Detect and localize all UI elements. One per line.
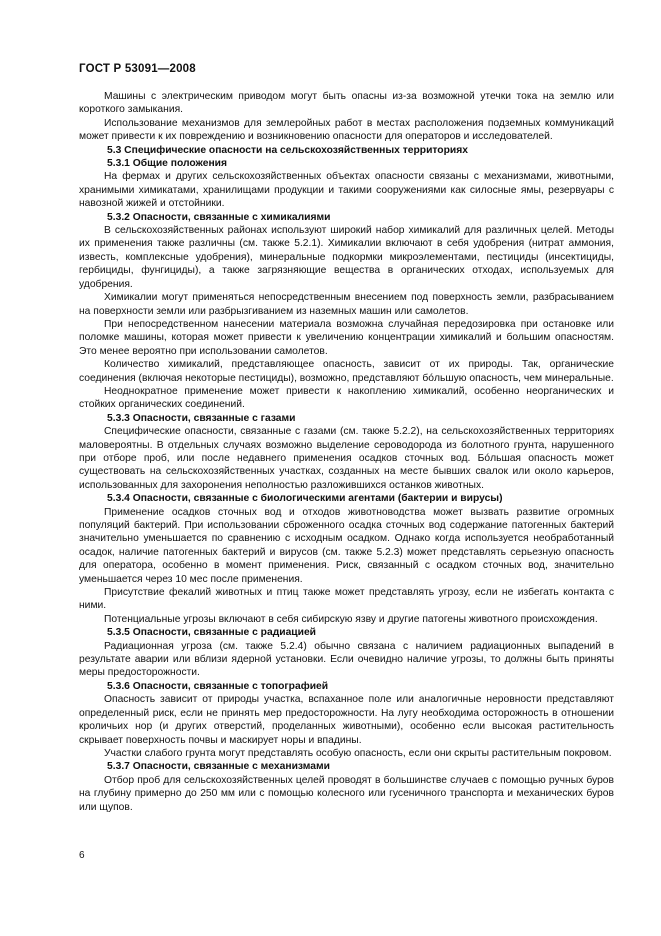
- paragraph: Химикалии могут применяться непосредственным внесением под поверхность земли, разбрасыванием на поверхности земли или разбрызгиванием из наземных машин или самолетов.: [79, 292, 614, 317]
- section-heading: 5.3.1 Общие положения: [107, 158, 227, 170]
- paragraph: Потенциальные угрозы включают в себя сибирскую язву и другие патогены животного происхождения.: [104, 613, 598, 625]
- section-heading: 5.3.2 Опасности, связанные с химикалиями: [107, 211, 331, 223]
- paragraph: В сельскохозяйственных районах используют широкий набор химикалий для различных целей. Методы их применения также различны (см. также 5.2.1). Химикалии включают в себя удобрения (нитрат аммония, известь, комплексные удобрения), минеральные подкормки микроэлементами, пестициды (инсектициды, гербициды, фунгициды), а также загрязняющие вещества в органических отходах, используемых для удобрения.: [79, 225, 614, 290]
- section-heading: 5.3.7 Опасности, связанные с механизмами: [107, 761, 330, 773]
- page-number: 6: [79, 850, 85, 861]
- paragraph: Применение осадков сточных вод и отходов животноводства может вызвать развитие огромных популяций бактерий. При использовании сброженного осадка сточных вод содержание патогенных бактерий значительно уменьшается по сравнению с исходным осадком. Однако когда используется необработанный осадок, наличие патогенных бактерий и вирусов (см. также 5.2.3) может представлять серьезную опасность для оператора, особенно в момент применения. Риск, связанный с осадком сточных вод, значительно уменьшается через 10 мес после применения.: [79, 506, 614, 585]
- section-heading: 5.3.3 Опасности, связанные с газами: [107, 412, 296, 424]
- section-heading: 5.3.4 Опасности, связанные с биологическими агентами (бактерии и вирусы): [107, 493, 503, 505]
- paragraph: При непосредственном нанесении материала возможна случайная передозировка при остановке или поломке машины, которая может привести к увеличению концентрации химикалий и большим опасностям. Это менее вероятно при использовании самолетов.: [79, 318, 614, 357]
- paragraph: Присутствие фекалий животных и птиц также может представлять угрозу, если не избегать контакта с ними.: [79, 587, 614, 612]
- paragraph: Опасность зависит от природы участка, вспаханное поле или аналогичные неровности представляют определенный риск, если не принять мер предосторожности. На лугу необходима осторожность в отношении кроличьих нор (и других отверстий, проделанных животными), особенно если высокая растительность скрывает поверхность почвы и маскирует норы и впадины.: [79, 694, 614, 746]
- section-heading: 5.3.6 Опасности, связанные с топографией: [107, 680, 329, 692]
- paragraph: Отбор проб для сельскохозяйственных целей проводят в большинстве случаев с помощью ручных буров на глубину примерно до 250 мм или с помощью колесного или гусеничного транспорта и механических буров или щупов.: [79, 774, 614, 813]
- document-body: [79, 90, 614, 814]
- paragraph: Использование механизмов для землеройных работ в местах расположения подземных коммуникаций может привести к их повреждению и возникновению опасности для операторов и исследователей.: [79, 117, 614, 143]
- paragraph: Неоднократное применение может привести к накоплению химикалий, особенно неорганических и стойких органических соединений.: [79, 385, 614, 411]
- paragraph: Машины с электрическим приводом могут быть опасны из-за возможной утечки тока на землю или короткого замыкания.: [79, 91, 614, 116]
- section-heading: 5.3.5 Опасности, связанные с радиацией: [107, 627, 317, 639]
- section-heading: 5.3 Специфические опасности на сельскохозяйственных территориях: [107, 144, 468, 156]
- paragraph: Участки слабого грунта могут представлять особую опасность, если они скрыты растительным покровом.: [104, 747, 612, 759]
- document-header: ГОСТ Р 53091—2008: [79, 63, 196, 75]
- paragraph: Количество химикалий, представляющее опасность, зависит от их природы. Так, органические соединения (включая некоторые пестициды), возможно, представляют бóльшую опасность, чем минеральные.: [79, 359, 614, 384]
- paragraph: На фермах и других сельскохозяйственных объектах опасности связаны с механизмами, животными, хранимыми химикатами, хранилищами продукции и такими сооружениями как силосные ямы, резервуары с навозной жижей и отстойники.: [79, 171, 614, 210]
- paragraph: Радиационная угроза (см. также 5.2.4) обычно связана с наличием радиационных выпадений в результате аварии или вблизи ядерной установки. Если очевидно наличие угрозы, то должны быть приняты меры предосторожности.: [79, 640, 614, 679]
- paragraph: Специфические опасности, связанные с газами (см. также 5.2.2), на сельскохозяйственных территориях маловероятны. В отдельных случаях возможно выделение сероводорода из болотного грунта, нарушенного при отборе проб, или после недавнего применения осадков сточных вод. Бóльшая опасность может существовать на сельскохозяйственных участках, созданных на месте бывших свалок или около карьеров, использованных для захоронения неполностью разложившихся останков животных.: [79, 426, 614, 491]
